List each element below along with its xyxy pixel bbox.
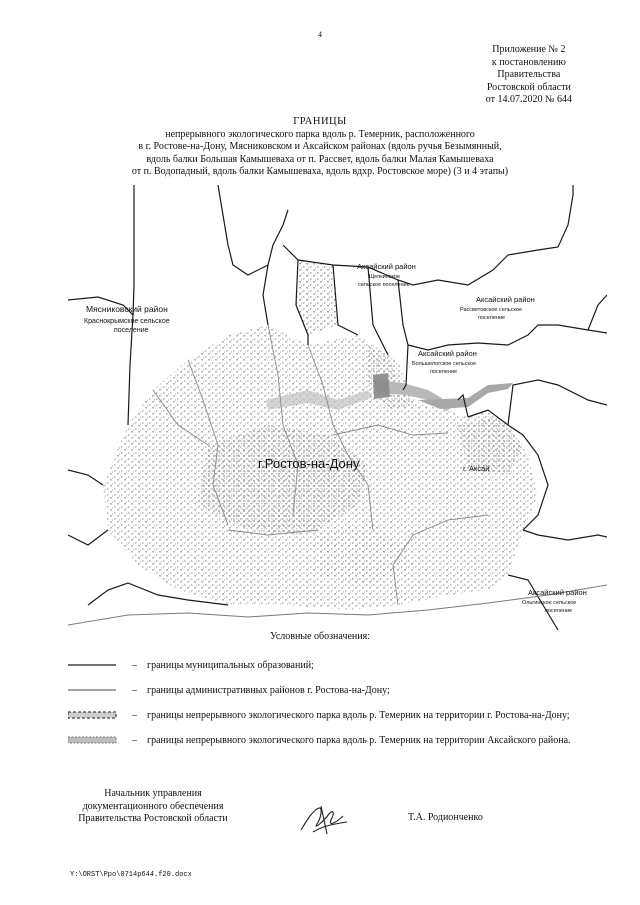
position-line: Правительства Ростовской области [78, 813, 228, 824]
park-aksay-symbol [68, 735, 128, 745]
municipal-boundary-symbol [68, 660, 128, 670]
boundary-map [68, 185, 607, 630]
label-city: г.Ростов-на-Дону [258, 456, 360, 471]
label-aksay-district: Аксайский район [418, 349, 477, 358]
legend-dash: – [132, 734, 137, 746]
legend-title: Условные обозначения: [269, 631, 370, 642]
label-aksay-town: г. Аксай [463, 464, 490, 473]
file-path: Y:\ORST\Ppo\0714p644.f20.docx [70, 871, 192, 879]
page-number: 4 [318, 30, 322, 39]
label-aksay-settlement: Рассветовское сельское [460, 307, 523, 313]
title-line: в г. Ростове-на-Дону, Мясниковском и Аксайском районах (вдоль ручья Безымянный, [138, 141, 502, 152]
label-myasnikovsky-settlement: поселение [114, 327, 149, 334]
district-boundary-symbol [68, 685, 128, 695]
park-rostov-symbol [68, 710, 128, 720]
legend-item-district [68, 683, 390, 697]
title-line: вдоль балки Большая Камышеваха от п. Рассвет, вдоль балки Малая Камышеваха [146, 153, 494, 165]
legend-item-municipal [68, 658, 314, 672]
signer-name: Т.А. Родионченко [408, 812, 483, 823]
title-line: непрерывного экологического парка вдоль р. Темерник, расположенного [165, 128, 475, 140]
label-aksay-settlement: поселение [545, 608, 573, 614]
appendix-header [486, 44, 572, 107]
legend-dash: – [132, 659, 137, 671]
label-aksay-settlement: поселение [478, 315, 506, 321]
label-aksay-district: Аксайский район [528, 588, 587, 597]
appendix-line: Правительства [497, 69, 561, 80]
label-aksay-district: Аксайский район [476, 295, 535, 304]
label-aksay-settlement: Большелогское сельское [412, 361, 477, 367]
label-aksay-settlement: Ольгинское сельское [522, 600, 577, 606]
legend-text: границы непрерывного экологического парка вдоль р. Темерник на территории г. Ростова-на-Дону; [147, 709, 570, 721]
position-line: Начальник управления [104, 788, 202, 799]
title-heading: ГРАНИЦЫ [293, 116, 347, 127]
legend-text: границы административных районов г. Ростова-на-Дону; [147, 684, 390, 696]
legend-dash: – [132, 684, 137, 696]
appendix-line: Ростовской области [486, 81, 571, 93]
label-aksay-settlement: поселение [430, 369, 458, 375]
title-line: от п. Водопадный, вдоль балки Камышеваха, вдоль вдхр. Ростовское море) (3 и 4 этапы) [131, 166, 509, 177]
appendix-line: Приложение № 2 [492, 44, 566, 55]
legend-item-park-aksay [68, 733, 571, 747]
signatory-position [68, 788, 238, 826]
label-aksay-settlement: Щепкинское [369, 274, 401, 280]
label-myasnikovsky-district: Мясниковский район [86, 304, 168, 314]
label-myasnikovsky-settlement: Краснокрымское сельское [84, 318, 170, 325]
legend-text: границы муниципальных образований; [147, 659, 314, 671]
appendix-line: от 14.07.2020 № 644 [485, 94, 572, 105]
label-aksay-district: Аксайский район [357, 262, 416, 271]
legend-dash: – [132, 709, 137, 721]
position-line: документационного обеспечения [82, 800, 224, 812]
appendix-line: к постановлению [491, 56, 566, 68]
legend-text: границы непрерывного экологического парка вдоль р. Темерник на территории Аксайского района. [147, 734, 571, 746]
handwritten-signature [293, 800, 353, 840]
legend-item-park-rostov [68, 708, 570, 722]
document-title [60, 116, 580, 179]
label-aksay-settlement: сельское поселение [358, 282, 410, 288]
